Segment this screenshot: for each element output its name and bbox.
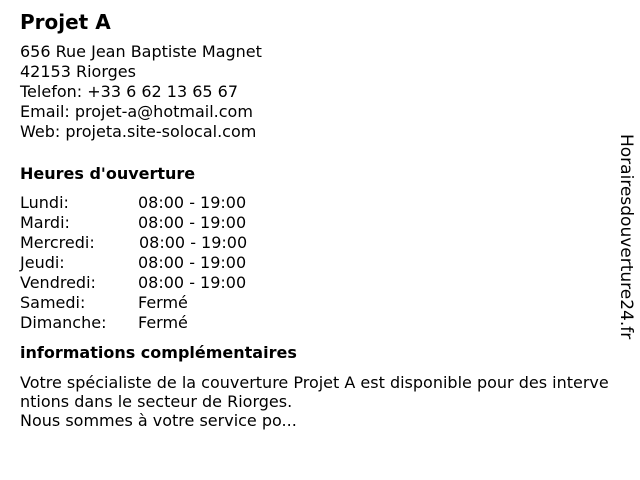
- address-city: 42153 Riorges: [20, 62, 136, 81]
- website-line[interactable]: Web: projeta.site-solocal.com: [20, 122, 257, 141]
- hours-day: Jeudi:: [20, 253, 65, 272]
- hours-row-sunday: [20, 313, 616, 333]
- hours-value: 08:00 - 19:00: [138, 273, 247, 292]
- site-brand-vertical: Horairesdouverture24.fr: [616, 134, 636, 340]
- hours-value: 08:00 - 19:00: [139, 233, 248, 252]
- additional-info-text: [20, 373, 616, 430]
- info-text-line-2: Nous sommes à votre service po...: [20, 411, 297, 430]
- hours-value: 08:00 - 19:00: [138, 193, 247, 212]
- hours-value: 08:00 - 19:00: [138, 253, 247, 272]
- address-street: 656 Rue Jean Baptiste Magnet: [20, 42, 262, 61]
- hours-row-thursday: [20, 253, 616, 273]
- phone-line[interactable]: Telefon: +33 6 62 13 65 67: [20, 82, 239, 101]
- business-card: [20, 10, 616, 430]
- hours-day: Lundi:: [20, 193, 69, 212]
- business-name: Projet A: [20, 10, 111, 34]
- hours-row-wednesday: [20, 233, 616, 253]
- hours-day: Samedi:: [20, 293, 86, 312]
- additional-info-heading: informations complémentaires: [20, 343, 297, 362]
- email-line[interactable]: Email: projet-a@hotmail.com: [20, 102, 253, 121]
- hours-row-friday: [20, 273, 616, 293]
- hours-day: Dimanche:: [20, 313, 107, 332]
- hours-row-saturday: [20, 293, 616, 313]
- opening-hours-heading: Heures d'ouverture: [20, 164, 196, 183]
- hours-value: Fermé: [138, 293, 188, 312]
- hours-row-tuesday: [20, 213, 616, 233]
- info-text-line-1: Votre spécialiste de la couverture Projet A est disponible pour des interventions dans le secteur de Riorges.: [20, 373, 609, 411]
- hours-row-monday: [20, 193, 616, 213]
- hours-day: Mardi:: [20, 213, 70, 232]
- hours-day: Vendredi:: [20, 273, 96, 292]
- hours-value: Fermé: [138, 313, 188, 332]
- hours-value: 08:00 - 19:00: [138, 213, 247, 232]
- hours-day: Mercredi:: [20, 233, 95, 252]
